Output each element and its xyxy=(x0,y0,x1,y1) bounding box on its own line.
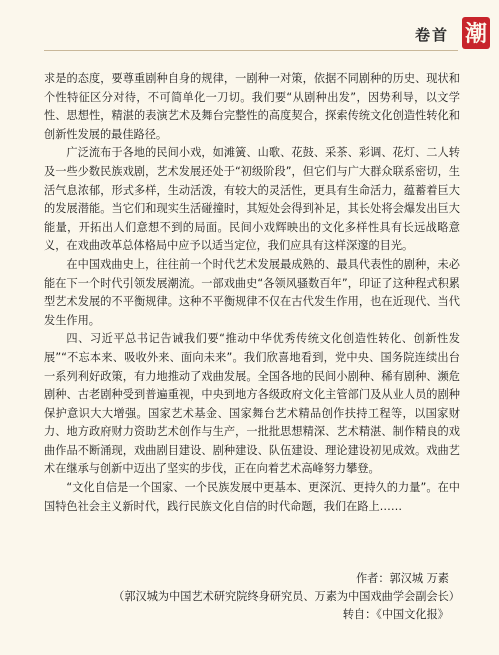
source-credit: 转自：《中国文化报》 xyxy=(342,608,449,621)
section-title: 卷首 xyxy=(414,26,449,44)
article-paragraph-5: “文化自信是一个国家、一个民族发展中更基本、更深沉、更持久的力量”。在中国特色社会主义新时代，践行民族文化自信的时代命题，我们在路上…… xyxy=(44,481,460,513)
article-paragraph-2: 广泛流布于各地的民间小戏，如滩簧、山歌、花鼓、采茶、彩调、花灯、二人转及一些少数民族戏剧，艺术发展还处于“初级阶段”，但它们与广大群众联系密切，生活气息浓郁，形式多样，生动活泼，有较大的灵活性，更具有生命活力，蕴蓄着巨大的发展潜能。当它们和现实生活碰撞时，其短处会得到补足，其长处将会爆发出巨大能量，开拓出人们意想不到的局面。民间小戏辉映出的文化多样性具有长远战略意义，在戏曲改革总体格局中应予以适当定位，我们应具有这样深邃的目光。 xyxy=(44,146,460,253)
seal-logo-icon xyxy=(461,16,491,50)
author-byline: 作者：郭汉城 万素 xyxy=(355,572,449,585)
article-paragraph-4: 四、习近平总书记告诫我们要“推动中华优秀传统文化创造性转化、创新性发展”“不忘本来、吸收外来、面向未来”。我们欣喜地看到，党中央、国务院连续出台一系列利好政策，有力地推动了戏曲发展。全国各地的民间小剧种、稀有剧种、濒危剧种、古老剧种受到普遍重视，中央到地方各级政府文化主管部门及从业人员的剧种保护意识大大增强。国家艺术基金、国家舞台艺术精品创作扶持工程等，以国家财力、地方政府财力资助艺术创作与生产，一批批思想精深、艺术精湛、制作精良的戏曲作品不断涌现，戏曲剧目建设、剧种建设、队伍建设、理论建设初见成效。戏曲艺术在继承与创新中迈出了坚实的步伐，正在向着艺术高峰努力攀登。 xyxy=(44,332,460,476)
author-note: （郭汉城为中国艺术研究院终身研究员、万素为中国戏曲学会副会长） xyxy=(113,590,460,603)
page-header xyxy=(0,0,499,58)
header-divider xyxy=(44,50,458,51)
svg-text:潮: 潮 xyxy=(464,21,488,47)
article-body xyxy=(44,70,460,516)
article-paragraph-3: 在中国戏曲史上，往往前一个时代艺术发展最成熟的、最具代表性的剧种，未必能在下一个时代引领发展潮流。一部戏曲史“各领风骚数百年”，印证了这种程式积累型艺术发展的不平衡规律。这种不平衡规律不仅在古代发生作用，也在近现代、当代发生作用。 xyxy=(44,257,460,327)
article-paragraph-1: 求是的态度，要尊重剧种自身的规律，一剧种一对策，依据不同剧种的历史、现状和个性特征区分对待，不可简单化一刀切。我们要“从剧种出发”，因势利导，以文学性、思想性，精湛的表演艺术及舞台完整性的高度契合，探索传统文化创造性转化和创新性发展的最佳路径。 xyxy=(44,72,460,141)
